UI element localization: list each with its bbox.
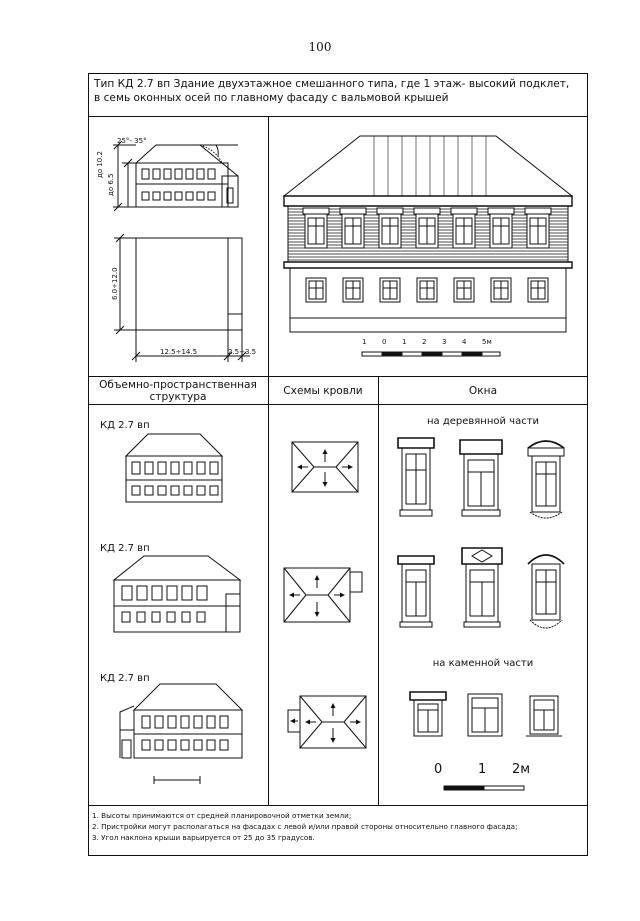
stone-window-1 bbox=[410, 692, 446, 736]
page-number: 100 bbox=[308, 40, 332, 54]
roof-angle-label: 25°- 35° bbox=[117, 137, 147, 145]
structure-variants bbox=[90, 430, 266, 802]
note-1: 1. Высоты принимаются от средней планировочной отметки земли; bbox=[92, 811, 352, 820]
wooden-window-4 bbox=[398, 556, 434, 627]
notes-divider bbox=[88, 805, 588, 806]
depth-label: 6.0÷12.0 bbox=[111, 267, 119, 300]
height-total-label: до 10.2 bbox=[96, 151, 104, 178]
variant-label-2: КД 2.7 вп bbox=[100, 543, 150, 554]
wooden-window-3 bbox=[528, 441, 564, 518]
column-divider-2 bbox=[378, 376, 379, 805]
main-facade-drawing bbox=[270, 118, 588, 376]
header-windows: Окна bbox=[468, 385, 498, 397]
window-samples bbox=[380, 428, 586, 804]
column-divider-1 bbox=[268, 116, 269, 805]
section-divider bbox=[88, 376, 588, 377]
note-2: 2. Пристройки могут располагаться на фасадах с левой и/или правой стороны относительно главного фасада; bbox=[92, 822, 518, 831]
scale-tick: 3 bbox=[442, 338, 447, 346]
wooden-windows-label: на деревянной части bbox=[426, 416, 540, 427]
title-line-1: Тип КД 2.7 вп Здание двухэтажное смешанного типа, где 1 этаж- высокий подклет, bbox=[94, 78, 570, 90]
roof-schemes bbox=[270, 430, 378, 802]
window-scale-2: 2м bbox=[512, 762, 531, 777]
scale-tick: 0 bbox=[382, 338, 387, 346]
note-3: 3. Угол наклона крыши варьируется от 25 до 35 градусов. bbox=[92, 833, 315, 842]
wooden-window-5 bbox=[462, 548, 502, 627]
variant-label-3: КД 2.7 вп bbox=[100, 673, 150, 684]
window-scale-0: 0 bbox=[434, 762, 443, 777]
wooden-window-6 bbox=[528, 555, 564, 628]
elevation-and-plan-scheme bbox=[88, 118, 268, 376]
header-structure: Объемно-пространственная структура bbox=[99, 379, 257, 403]
header-roof: Схемы кровли bbox=[283, 385, 363, 397]
height-first-label: до 6.5 bbox=[107, 173, 115, 196]
scale-tick: 1 bbox=[402, 338, 407, 346]
title-line-2: в семь оконных осей по главному фасаду с вальмовой крышей bbox=[94, 92, 449, 104]
wooden-window-2 bbox=[460, 440, 502, 516]
width-annex-label: 2.5÷3.5 bbox=[228, 348, 257, 356]
stone-window-3 bbox=[526, 696, 562, 736]
title-divider bbox=[88, 116, 588, 117]
variant-label-1: КД 2.7 вп bbox=[100, 420, 150, 431]
document-title bbox=[94, 77, 584, 105]
window-scale-1: 1 bbox=[478, 762, 487, 777]
width-main-label: 12.5÷14.5 bbox=[160, 348, 198, 356]
scale-tick: 4 bbox=[462, 338, 467, 346]
notes bbox=[92, 810, 586, 843]
column-header-divider bbox=[88, 404, 588, 405]
stone-window-2 bbox=[468, 694, 502, 736]
wooden-window-1 bbox=[398, 438, 434, 516]
scale-tick: 1 bbox=[362, 338, 367, 346]
stone-windows-label: на каменной части bbox=[432, 658, 534, 669]
scale-tick: 5м bbox=[482, 338, 492, 346]
scale-tick: 2 bbox=[422, 338, 427, 346]
